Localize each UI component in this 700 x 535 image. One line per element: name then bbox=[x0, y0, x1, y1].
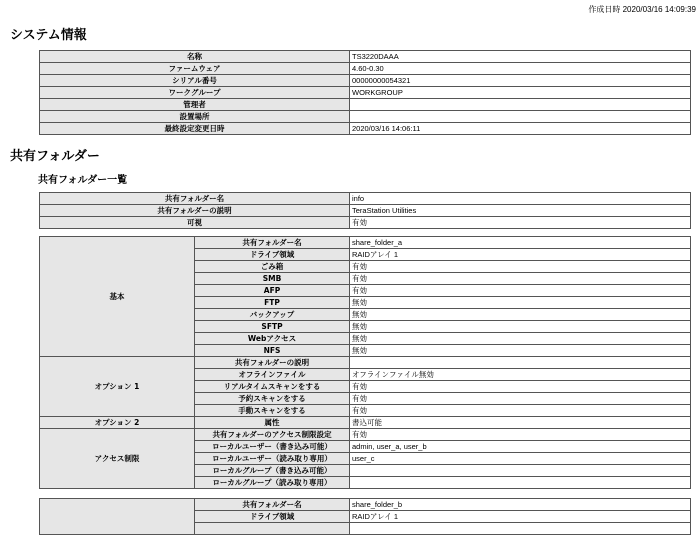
row-label: リアルタイムスキャンをする bbox=[195, 381, 350, 393]
row-label: ファームウェア bbox=[40, 63, 350, 75]
group-label: オプション 1 bbox=[40, 357, 195, 417]
table-row bbox=[40, 237, 691, 249]
row-value: 無効 bbox=[350, 297, 691, 309]
row-value: 無効 bbox=[350, 309, 691, 321]
row-value bbox=[350, 357, 691, 369]
table-row bbox=[40, 123, 691, 135]
group-label: 基本 bbox=[40, 237, 195, 357]
report-timestamp: 作成日時 2020/03/16 14:09:39 bbox=[588, 5, 696, 14]
row-value: 無効 bbox=[350, 321, 691, 333]
row-value: TeraStation Utilities bbox=[350, 205, 691, 217]
group-label bbox=[40, 499, 195, 535]
info-folder-table bbox=[39, 192, 691, 229]
table-row bbox=[40, 429, 691, 441]
row-label: ローカルユーザー（読み取り専用） bbox=[195, 453, 350, 465]
row-value: 4.60-0.30 bbox=[350, 63, 691, 75]
row-label: 共有フォルダーの説明 bbox=[195, 357, 350, 369]
row-value: share_folder_b bbox=[350, 499, 691, 511]
folder-b-table bbox=[39, 498, 691, 535]
folder-a-table bbox=[39, 236, 691, 489]
row-value: 00000000054321 bbox=[350, 75, 691, 87]
row-label: シリアル番号 bbox=[40, 75, 350, 87]
row-value: 無効 bbox=[350, 345, 691, 357]
row-value: WORKGROUP bbox=[350, 87, 691, 99]
row-value: 有効 bbox=[350, 381, 691, 393]
row-value bbox=[350, 465, 691, 477]
row-label: 名称 bbox=[40, 51, 350, 63]
row-label: バックアップ bbox=[195, 309, 350, 321]
row-value: オフラインファイル無効 bbox=[350, 369, 691, 381]
row-label: 属性 bbox=[195, 417, 350, 429]
row-value bbox=[350, 99, 691, 111]
row-label: 共有フォルダー名 bbox=[195, 237, 350, 249]
shared-folders-heading: 共有フォルダー bbox=[10, 149, 100, 164]
row-label: ローカルグループ（読み取り専用） bbox=[195, 477, 350, 489]
row-label: FTP bbox=[195, 297, 350, 309]
row-label bbox=[195, 523, 350, 535]
row-label: 可視 bbox=[40, 217, 350, 229]
row-label: Webアクセス bbox=[195, 333, 350, 345]
row-value: share_folder_a bbox=[350, 237, 691, 249]
group-label: アクセス制限 bbox=[40, 429, 195, 489]
system-info-heading: システム情報 bbox=[10, 28, 87, 43]
row-value: 無効 bbox=[350, 333, 691, 345]
table-row bbox=[40, 357, 691, 369]
table-row bbox=[40, 87, 691, 99]
row-label: NFS bbox=[195, 345, 350, 357]
row-value: 有効 bbox=[350, 393, 691, 405]
row-value: 有効 bbox=[350, 429, 691, 441]
row-value bbox=[350, 523, 691, 535]
row-label: 設置場所 bbox=[40, 111, 350, 123]
row-value: 有効 bbox=[350, 217, 691, 229]
row-value: 2020/03/16 14:06:11 bbox=[350, 123, 691, 135]
table-row bbox=[40, 99, 691, 111]
shared-folders-list-heading: 共有フォルダー一覧 bbox=[38, 175, 128, 186]
row-value bbox=[350, 111, 691, 123]
table-row bbox=[40, 205, 691, 217]
row-value: RAIDアレイ 1 bbox=[350, 511, 691, 523]
row-label: 共有フォルダー名 bbox=[195, 499, 350, 511]
row-value: 有効 bbox=[350, 261, 691, 273]
table-row bbox=[40, 63, 691, 75]
row-value: user_c bbox=[350, 453, 691, 465]
row-value: 書込可能 bbox=[350, 417, 691, 429]
row-label: AFP bbox=[195, 285, 350, 297]
row-label: ローカルグループ（書き込み可能） bbox=[195, 465, 350, 477]
row-label: ドライブ領域 bbox=[195, 249, 350, 261]
row-label: 共有フォルダー名 bbox=[40, 193, 350, 205]
row-label: 最終設定変更日時 bbox=[40, 123, 350, 135]
row-value: 有効 bbox=[350, 405, 691, 417]
row-label: 管理者 bbox=[40, 99, 350, 111]
row-value: TS3220DAAA bbox=[350, 51, 691, 63]
row-value: admin, user_a, user_b bbox=[350, 441, 691, 453]
system-info-table bbox=[39, 50, 691, 135]
row-value: 有効 bbox=[350, 273, 691, 285]
row-value: RAIDアレイ 1 bbox=[350, 249, 691, 261]
table-row bbox=[40, 111, 691, 123]
row-label: ローカルユーザー（書き込み可能） bbox=[195, 441, 350, 453]
row-label: 共有フォルダーのアクセス制限設定 bbox=[195, 429, 350, 441]
row-label: 予約スキャンをする bbox=[195, 393, 350, 405]
table-row bbox=[40, 51, 691, 63]
row-label: 手動スキャンをする bbox=[195, 405, 350, 417]
table-row bbox=[40, 499, 691, 511]
row-value: 有効 bbox=[350, 285, 691, 297]
table-row bbox=[40, 75, 691, 87]
row-label: ワークグループ bbox=[40, 87, 350, 99]
row-label: SMB bbox=[195, 273, 350, 285]
group-label: オプション 2 bbox=[40, 417, 195, 429]
row-label: ドライブ領域 bbox=[195, 511, 350, 523]
table-row bbox=[40, 193, 691, 205]
row-value: info bbox=[350, 193, 691, 205]
row-value bbox=[350, 477, 691, 489]
table-row bbox=[40, 417, 691, 429]
row-label: オフラインファイル bbox=[195, 369, 350, 381]
row-label: SFTP bbox=[195, 321, 350, 333]
row-label: 共有フォルダーの説明 bbox=[40, 205, 350, 217]
table-row bbox=[40, 217, 691, 229]
row-label: ごみ箱 bbox=[195, 261, 350, 273]
